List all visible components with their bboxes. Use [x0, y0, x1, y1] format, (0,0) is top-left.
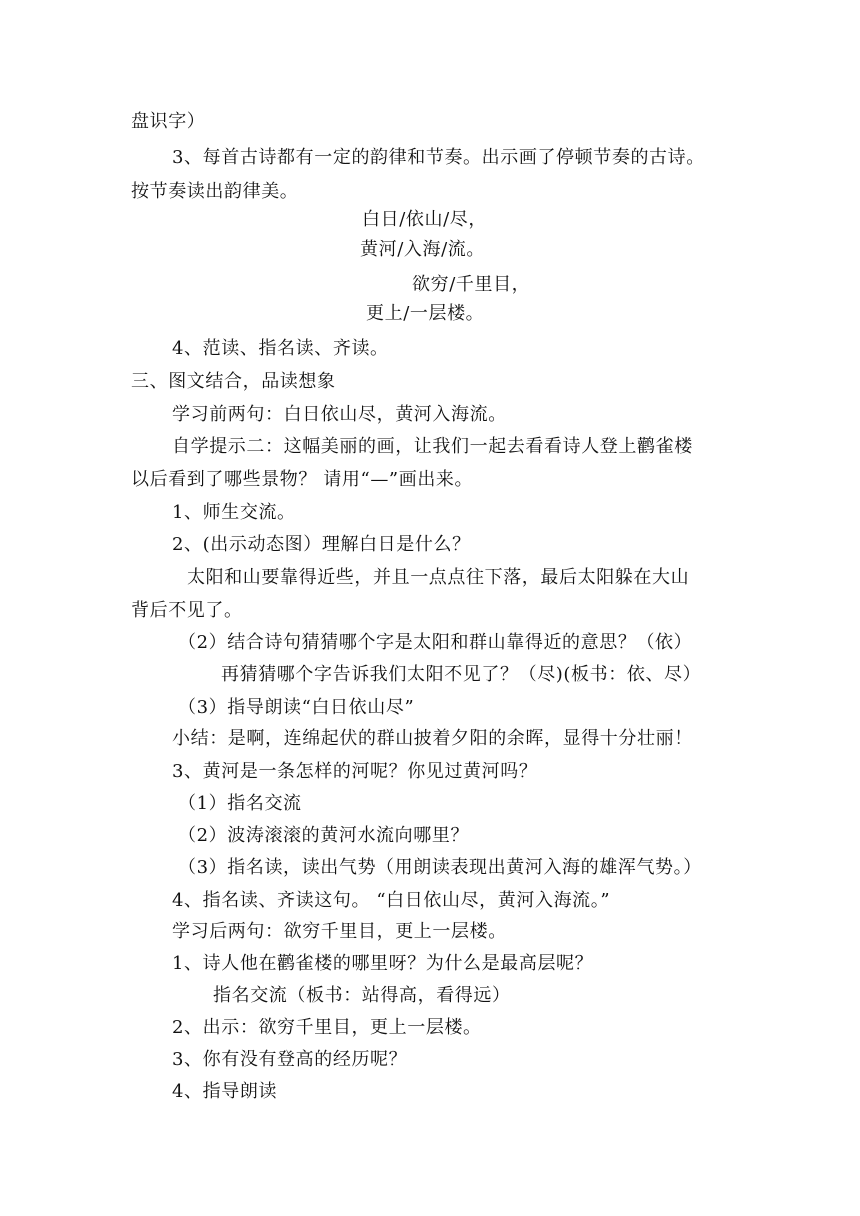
text-line: 以后看到了哪些景物？ 请用“—”画出来。	[131, 469, 474, 490]
text-line: 学习后两句：欲穷千里目，更上一层楼。	[172, 921, 507, 942]
text-line: （3）指导朗读“白日依山尽”	[178, 697, 415, 718]
text-line: 再猜猜哪个字告诉我们太阳不见了？（尽)(板书：依、尽）	[221, 664, 702, 685]
text-line: 1、诗人他在鹳雀楼的哪里呀？为什么是最高层呢？	[172, 953, 594, 974]
text-line: 4、范读、指名读、齐读。	[172, 338, 389, 359]
text-line: 3、黄河是一条怎样的河呢？你见过黄河吗？	[172, 761, 538, 782]
text-line: （1）指名交流	[178, 793, 302, 814]
text-line: 学习前两句：白日依山尽，黄河入海流。	[172, 404, 507, 425]
text-line: 盘识字）	[131, 111, 206, 132]
text-line: （2）结合诗句猜猜哪个字是太阳和群山靠得近的意思？（依）	[178, 632, 693, 653]
poem-line: 欲穷/千里目，	[412, 274, 531, 295]
text-line: 指名交流（板书：站得高，看得远）	[213, 985, 511, 1006]
section-heading: 三、图文结合，品读想象	[131, 371, 336, 392]
text-line: 4、指导朗读	[172, 1081, 278, 1102]
text-line: （2）波涛滚滚的黄河水流向哪里？	[178, 825, 470, 846]
text-line: 太阳和山要靠得近些，并且一点点往下落，最后太阳躲在大山	[187, 567, 690, 588]
text-line: 4、指名读、齐读这句。 “白日依山尽，黄河入海流。”	[172, 890, 611, 911]
text-line: 背后不见了。	[131, 600, 243, 621]
text-line: 1、师生交流。	[172, 502, 296, 523]
text-line: 小结：是啊，连绵起伏的群山披着夕阳的余晖，显得十分壮丽！	[172, 728, 693, 749]
poem-line: 白日/依山/尽，	[362, 209, 487, 230]
text-line: 3、你有没有登高的经历呢？	[172, 1049, 408, 1070]
text-line: 按节奏读出韵律美。	[131, 181, 299, 202]
poem-line: 黄河/入海/流。	[360, 239, 485, 260]
poem-line: 更上/一层楼。	[366, 303, 485, 324]
text-line: 自学提示二：这幅美丽的画，让我们一起去看看诗人登上鹳雀楼	[172, 436, 693, 457]
text-line: 2、(出示动态图）理解白日是什么？	[172, 534, 471, 555]
text-line: （3）指名读，读出气势（用朗读表现出黄河入海的雄浑气势。）	[178, 857, 702, 878]
text-line: 2、出示：欲穷千里目，更上一层楼。	[172, 1017, 482, 1038]
text-line: 3、每首古诗都有一定的韵律和节奏。出示画了停顿节奏的古诗。	[172, 147, 705, 168]
